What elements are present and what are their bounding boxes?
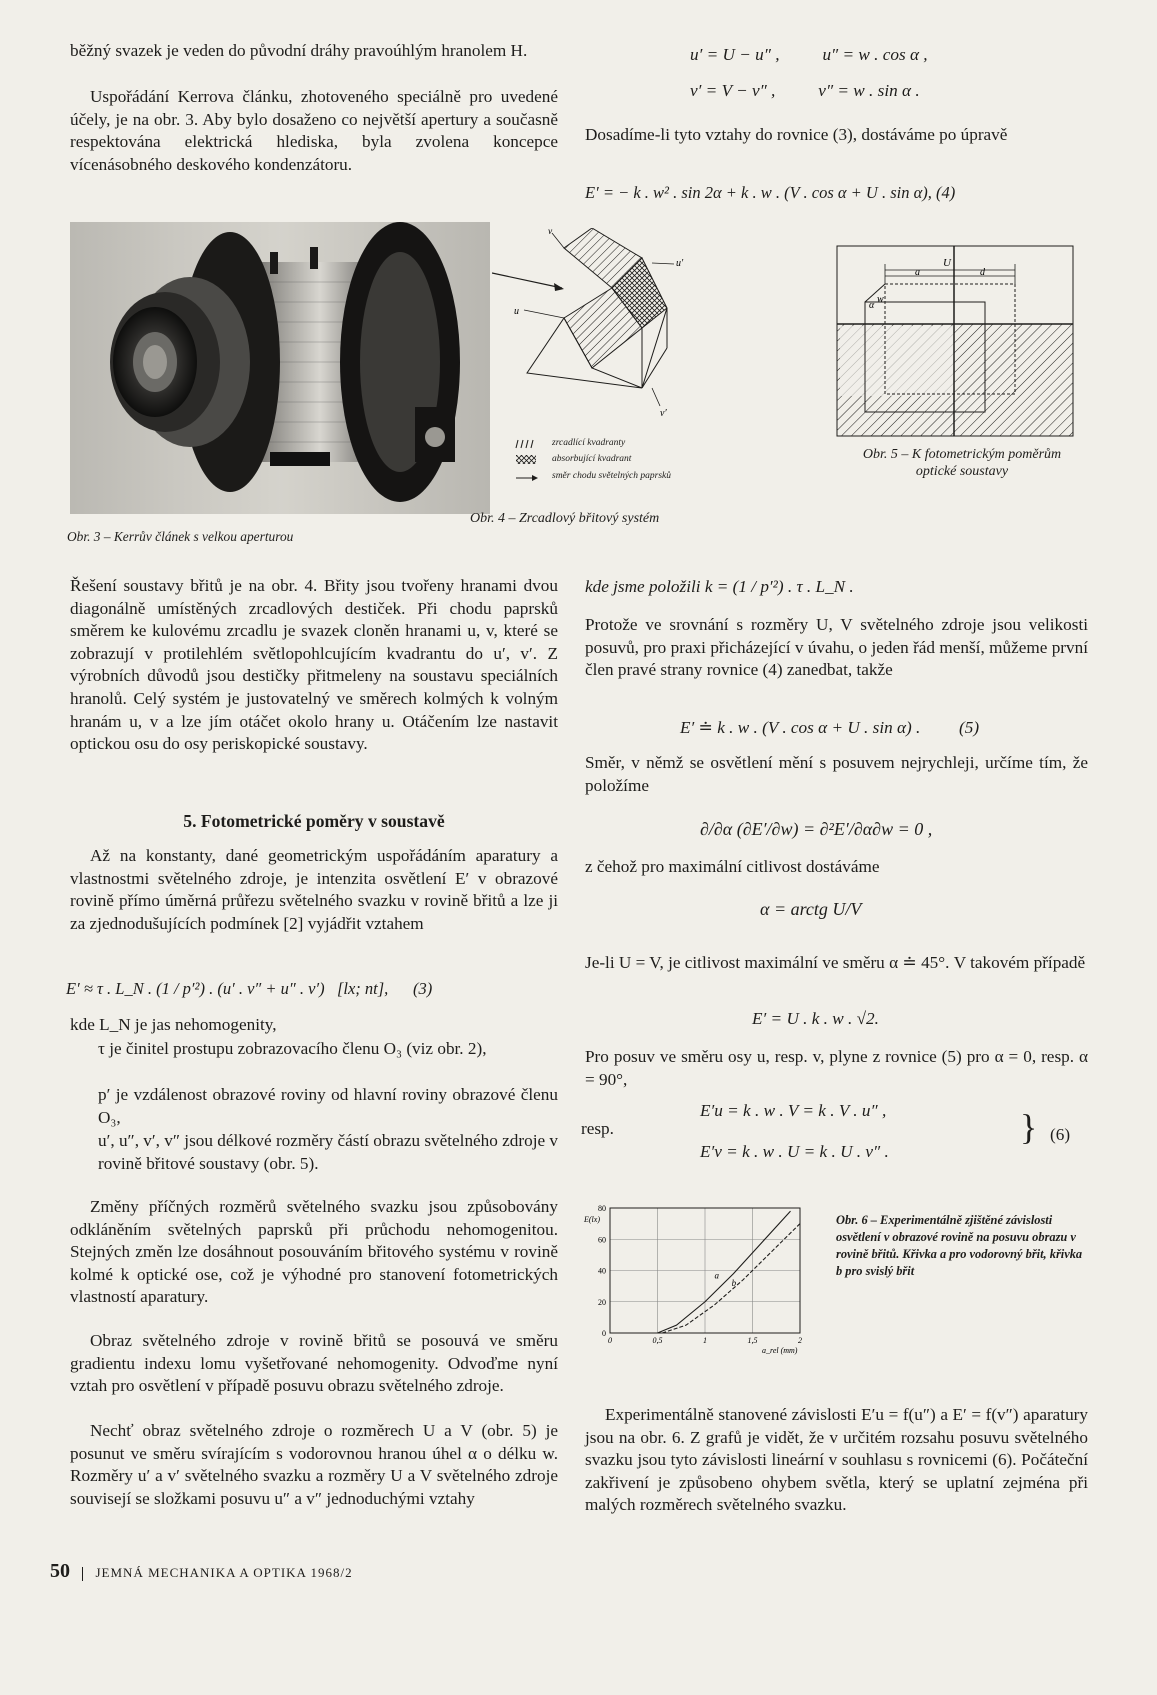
fig6-xtick: 2	[798, 1336, 802, 1345]
right-para-2: Protože ve srovnání s rozměry U, V světelného zdroje jsou velikosti posuvů, pro praxi přicházející v úvahu, o jeden řád menší, můžeme první člen pravé strany rovnice (4) zanedbat, takže	[585, 615, 1088, 680]
fig6-ytick: 0	[602, 1329, 606, 1338]
fig5-label-w: w	[877, 294, 884, 305]
right-para-7: Experimentálně stanovené závislosti E′u = f(u″) a E′ = f(v″) aparatury jsou na obr. 6. Z grafů je vidět, že v určitém rozsahu posuvu světelného svazku jsou tyto závislosti lineární v souhlasu s rovnicemi (6). Počáteční zakřivení je způsobeno ohybem světla, který se uplatní zejména při malých rozměrech světelného svazku.	[585, 1405, 1088, 1515]
page-number: 50	[50, 1560, 70, 1582]
equation-top-2: v′ = V − v″ , v″ = w . sin α .	[690, 81, 920, 100]
fig4-label-v-prime: v′	[660, 408, 667, 419]
k-definition: kde jsme položili k = (1 / p′²) . τ . L_N .	[585, 577, 854, 596]
equation-partial: ∂/∂α (∂E′/∂w) = ∂²E′/∂α∂w = 0 ,	[700, 819, 933, 839]
fig4-diagram	[492, 228, 712, 438]
equation-6a: E′u = k . w . V = k . V . u″ ,	[700, 1101, 887, 1120]
fig5-diagram	[835, 244, 1077, 440]
equation-6-number: (6)	[1050, 1125, 1071, 1144]
equation-5: E′ ≐ k . w . (V . cos α + U . sin α) . (5)	[680, 718, 980, 737]
fig5-label-alpha: α	[869, 300, 875, 311]
fig6-label-b: b	[731, 1278, 737, 1289]
where-tau: τ je činitel prostupu zobrazovacího členu O₃ (viz obr. 2),	[98, 1039, 487, 1058]
fig5-label-U: U	[943, 257, 951, 269]
fig5-label-d: d	[980, 267, 985, 278]
fig6-ylabel: E(lx)	[584, 1215, 600, 1224]
fig6-chart	[578, 1198, 838, 1368]
right-para-6: Pro posuv ve směru osy u, resp. v, plyne z rovnice (5) pro α = 0, resp. α = 90°,	[585, 1047, 1088, 1089]
equation-6-brace: }	[1020, 1107, 1038, 1147]
fig4-legend-mirror: zrcadlící kvadranty	[552, 438, 626, 448]
fig6-ytick: 40	[598, 1266, 606, 1276]
fig6-xtick: 0,5	[652, 1336, 663, 1345]
fig4-legend	[514, 438, 714, 488]
fig6-caption: Obr. 6 – Experimentálně zjištěné závislosti osvětlení v obrazové rovině na posuvu obrazu v rovině břitů. Křivka a pro vodorovný břit, křivka b pro svislý břit	[836, 1213, 1083, 1278]
equation-6-resp: resp.	[581, 1119, 614, 1138]
equation-4: E′ = − k . w² . sin 2α + k . w . (V . cos α + U . sin α), (4)	[585, 183, 956, 202]
equation-top-1: u′ = U − u″ , u″ = w . cos α ,	[690, 45, 928, 64]
right-para-5: Je-li U = V, je citlivost maximální ve směru α ≐ 45°. V takovém případě	[585, 953, 1086, 972]
fig4-label-v: v	[548, 228, 553, 237]
fig6-xtick: 1,5	[747, 1336, 758, 1345]
fig5-label-a: a	[915, 267, 920, 278]
kerr-cell-photo	[70, 222, 490, 514]
right-para-3: Směr, v němž se osvětlení mění s posuvem nejrychleji, určíme tím, že položíme	[585, 753, 1088, 795]
fig5-caption: Obr. 5 – K fotometrickým poměrům optické soustavy	[862, 447, 1062, 479]
fig6-ytick: 60	[598, 1235, 606, 1245]
fig3-caption: Obr. 3 – Kerrův článek s velkou aperturou	[67, 529, 294, 544]
fig4-label-u-prime: u′	[676, 258, 684, 269]
fig6-ytick: 20	[598, 1297, 606, 1307]
fig4-legend-absorb: absorbující kvadrant	[552, 454, 632, 464]
journal-name: JEMNÁ MECHANIKA A OPTIKA 1968/2	[95, 1565, 353, 1580]
footer	[50, 1560, 353, 1583]
left-para-6: Obraz světelného zdroje v rovině břitů se posouvá ve směru gradientu indexu lomu vyšetřované nehomogenity. Odvoďme nyní vztah pro osvětlení v případě posuvu obrazu světelného zdroje.	[70, 1331, 558, 1396]
fig6-xlabel: a_rel (mm)	[762, 1346, 798, 1355]
left-para-7: Nechť obraz světelného zdroje o rozměrech U a V (obr. 5) je posunut ve směru svírajícím s vodorovnou hranou úhel α o délku w. Rozměry u′ a v′ světelného svazku a rozměry U a V světelného zdroje souvisejí se složkami posuvu u″ a v″ jednoduchými vztahy	[70, 1421, 558, 1508]
right-para-1: Dosadíme-li tyto vztahy do rovnice (3), dostáváme po úpravě	[585, 125, 1008, 144]
fig6-ytick: 80	[598, 1204, 606, 1213]
left-para-4: Až na konstanty, dané geometrickým uspořádáním aparatury a vlastnostmi světelného zdroje, je intenzita osvětlení E′ v obrazové rovině přímo úměrná průřezu světelného svazku v rovině břitů a lze ji za zjednodušujících podmínek [2] vyjádřit vztahem	[70, 846, 558, 933]
right-para-4: z čehož pro maximální citlivost dostáváme	[585, 857, 880, 876]
fig4-label-u: u	[514, 306, 519, 317]
left-para-3: Řešení soustavy břitů je na obr. 4. Břity jsou tvořeny hranami dvou diagonálně umístěných zrcadlových destiček. Při chodu paprsků směrem ke kulovému zrcadlu je svazek cloněn hranami u, v, které se zobrazují v protilehlém světlopohlcujícím kvadrantu do u′, v′. Z výrobních důvodů jsou destičky přitmeleny na soustavu speciálních hranolů. Celý systém je justovatelný ve směrech kolmých k volným hranám u, v a lze jím otáčet okolo hrany u. Otáčením lze nastavit optickou osu do osy periskopické soustavy.	[70, 576, 558, 754]
where-p: p′ je vzdálenost obrazové roviny od hlavní roviny obrazové členu O₃,	[98, 1085, 558, 1127]
equation-sqrt: E′ = U . k . w . √2.	[752, 1009, 879, 1028]
left-para-2: Uspořádání Kerrova článku, zhotoveného speciálně pro uvedené účely, je na obr. 3. Aby bylo dosaženo co největší apertury a současně respektována elektrická hlediska, byla zvolena koncepce vícenásobného deskového kondenzátoru.	[70, 87, 558, 174]
left-para-1: běžný svazek je veden do původní dráhy pravoúhlým hranolem H.	[70, 41, 528, 60]
left-para-5: Změny příčných rozměrů světelného svazku jsou způsobovány odkláněním světelných paprsků při průchodu nehomogenitou. Stejných změn lze dosáhnout posouváním břitového systému v rovině kolmé k optické ose, což je výhodné pro stanovení fotometrických vlastností aparatury.	[70, 1197, 558, 1307]
fig4-caption: Obr. 4 – Zrcadlový břitový systém	[470, 511, 660, 526]
equation-6b: E′v = k . w . U = k . U . v″ .	[700, 1142, 889, 1161]
equation-3: E′ ≈ τ . L_N . (1 / p′²) . (u′ . v″ + u″ . v′) [lx; nt], (3)	[66, 979, 433, 998]
fig6-xtick: 1	[703, 1336, 707, 1345]
fig6-curve-a	[658, 1211, 791, 1333]
fig4-legend-direction: směr chodu světelných paprsků	[552, 471, 671, 481]
fig6-label-a: a	[714, 1270, 719, 1281]
where-uv: u′, u″, v′, v″ jsou délkové rozměry částí obrazu světelného zdroje v rovině břitové soustavy (obr. 5).	[98, 1131, 558, 1173]
fig6-xtick: 0	[608, 1336, 612, 1345]
equation-alpha: α = arctg U/V	[760, 899, 862, 919]
section-heading: 5. Fotometrické poměry v soustavě	[183, 811, 445, 831]
where-intro: kde L_N je jas nehomogenity,	[70, 1015, 277, 1034]
